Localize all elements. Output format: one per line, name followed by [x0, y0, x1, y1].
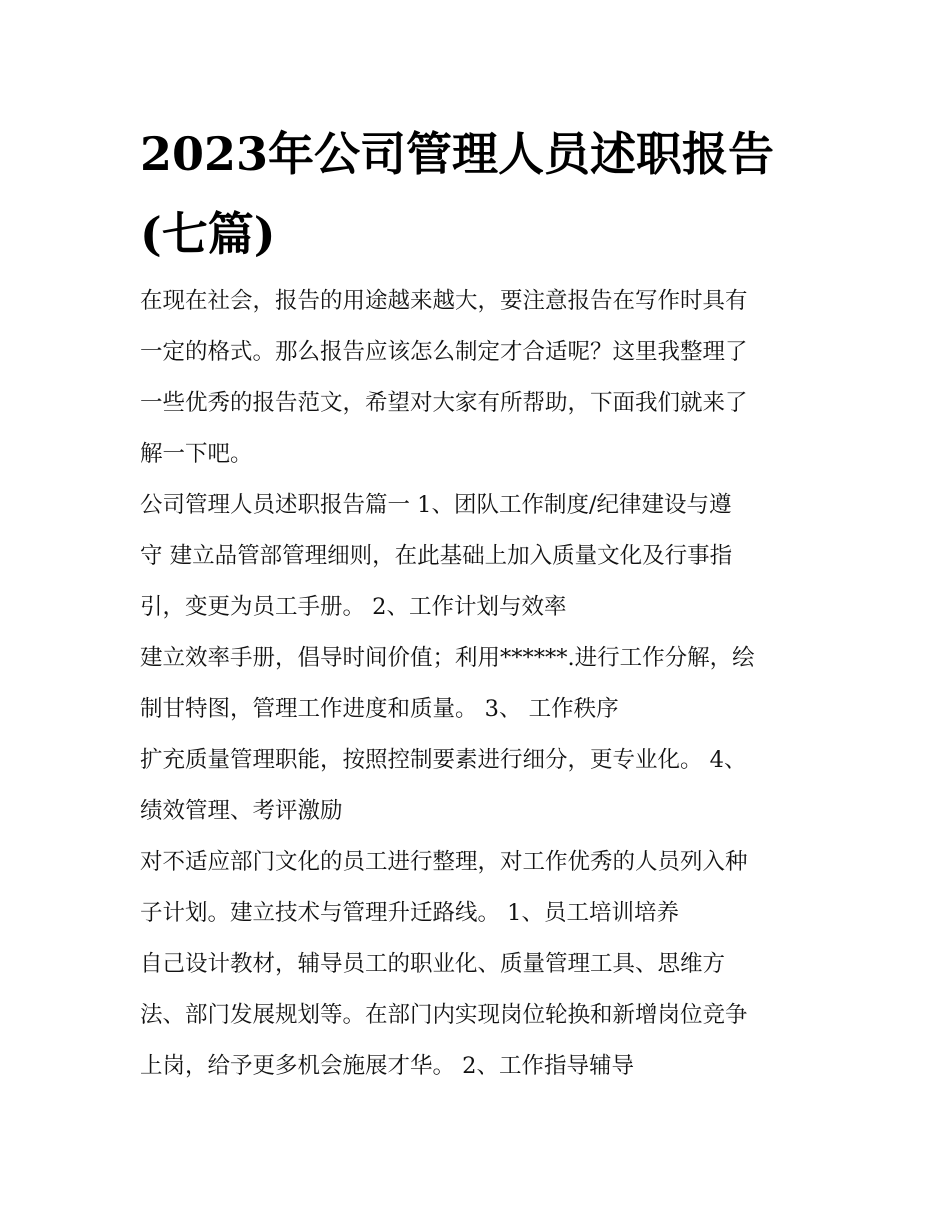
- body-line: 上岗，给予更多机会施展才华。 2、工作指导辅导: [140, 1053, 634, 1079]
- body-line: 守 建立品管部管理细则，在此基础上加入质量文化及行事指: [140, 543, 733, 569]
- document-body: [140, 276, 820, 1092]
- body-line: 建立效率手册，倡导时间价值；利用******.进行工作分解，绘: [140, 645, 755, 671]
- body-line: 一定的格式。那么报告应该怎么制定才合适呢？这里我整理了: [140, 339, 748, 365]
- title-line-2: (七篇): [140, 207, 276, 261]
- title-line-1: 2023年公司管理人员述职报告: [140, 127, 775, 181]
- body-line: 制甘特图，管理工作进度和质量。 3、 工作秩序: [140, 696, 619, 722]
- body-line: 解一下吧。: [140, 441, 253, 467]
- body-line: 引，变更为员工手册。 2、工作计划与效率: [140, 594, 567, 620]
- body-line: 子计划。建立技术与管理升迁路线。 1、员工培训培养: [140, 900, 679, 926]
- body-line: 法、部门发展规划等。在部门内实现岗位轮换和新增岗位竞争: [140, 1002, 748, 1028]
- body-line: 一些优秀的报告范文，希望对大家有所帮助，下面我们就来了: [140, 390, 748, 416]
- document-title: [140, 114, 820, 274]
- body-line: 扩充质量管理职能，按照控制要素进行细分，更专业化。 4、: [140, 747, 747, 773]
- body-line: 自己设计教材，辅导员工的职业化、质量管理工具、思维方: [140, 951, 726, 977]
- body-line: 对不适应部门文化的员工进行整理，对工作优秀的人员列入种: [140, 849, 748, 875]
- body-line: 公司管理人员述职报告篇一 1、团队工作制度/纪律建设与遵: [140, 492, 732, 518]
- body-line: 绩效管理、考评激励: [140, 798, 343, 824]
- body-line: 在现在社会，报告的用途越来越大，要注意报告在写作时具有: [140, 288, 748, 314]
